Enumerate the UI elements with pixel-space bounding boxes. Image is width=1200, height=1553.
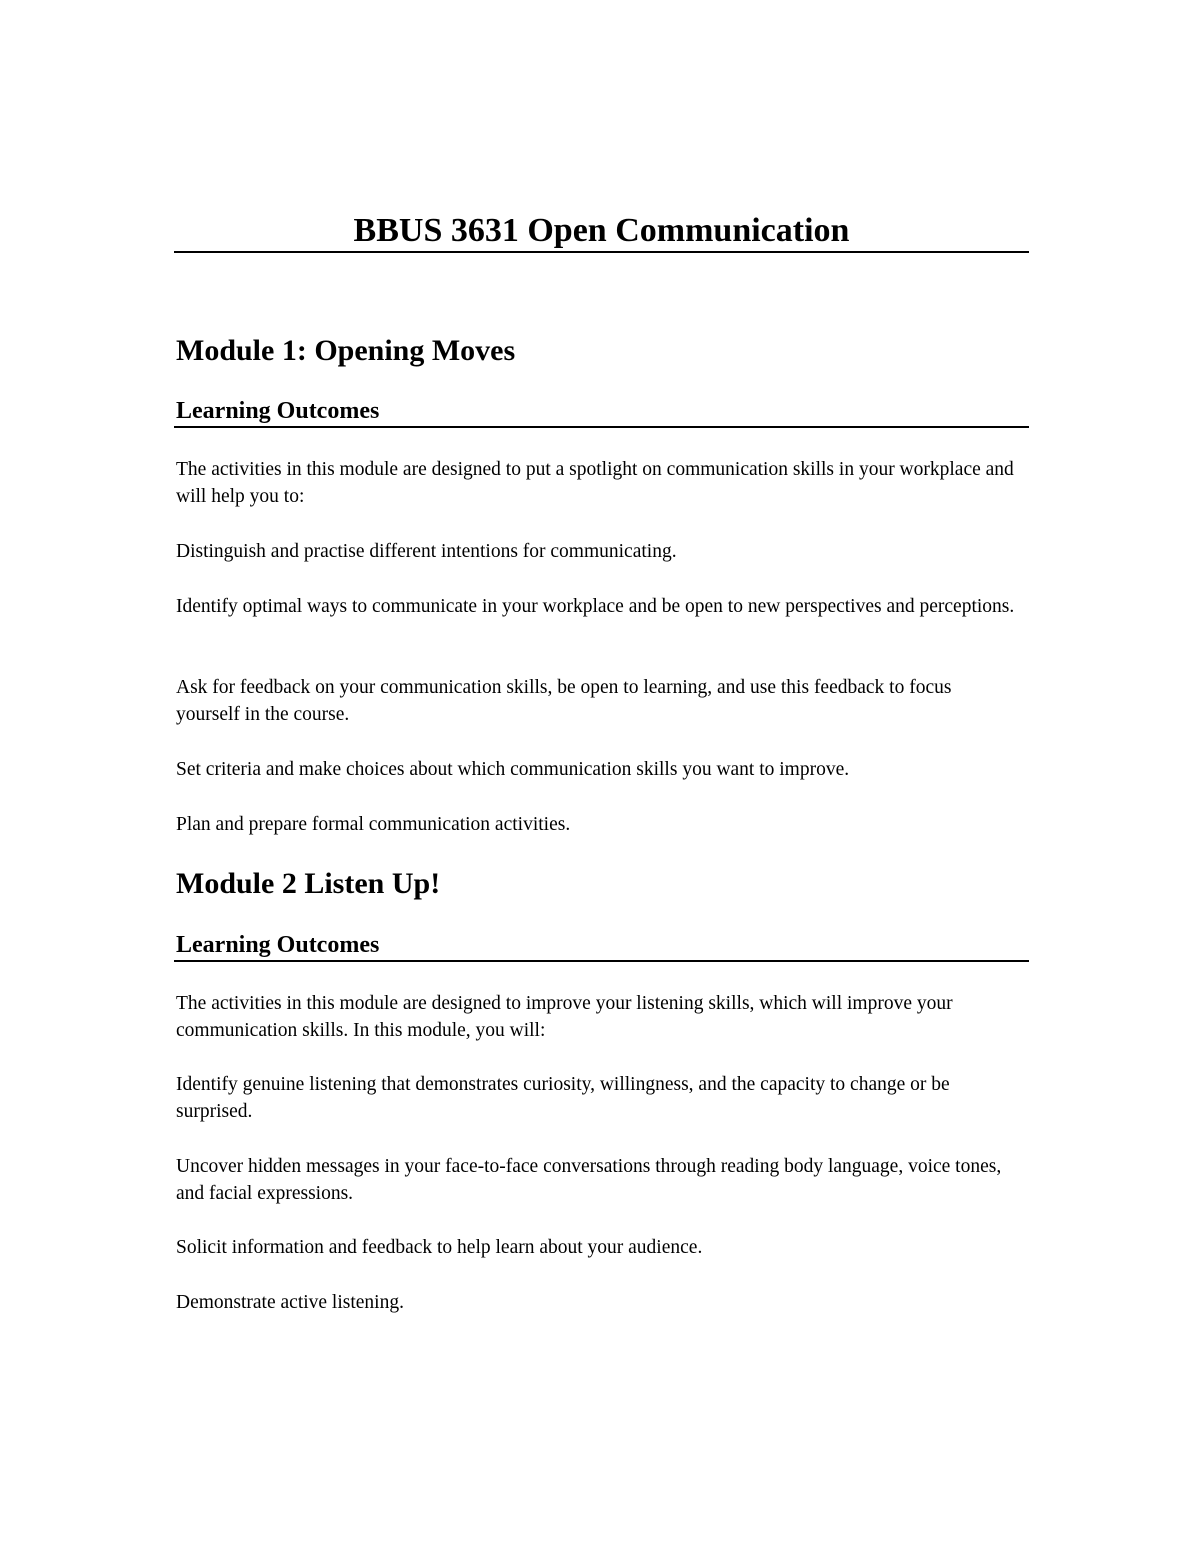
title-rule	[174, 251, 1029, 253]
module-2-outcome-2: Uncover hidden messages in your face-to-face conversations through reading body language, voice tones, and facial expressions.	[176, 1156, 1002, 1204]
document-title: BBUS 3631 Open Communication	[353, 212, 850, 249]
module-1-section-rule	[174, 426, 1029, 428]
module-1-outcome-2: Identify optimal ways to communicate in your workplace and be open to new perspectives and perceptions.	[176, 596, 1015, 617]
module-2-section-heading: Learning Outcomes	[176, 932, 380, 958]
module-1-outcome-5: Plan and prepare formal communication activities.	[176, 814, 571, 835]
module-2-heading: Module 2 Listen Up!	[176, 867, 441, 900]
module-1-outcome-3: Ask for feedback on your communication skills, be open to learning, and use this feedback to focus yourself in the course.	[176, 677, 952, 725]
module-1-outcome-4: Set criteria and make choices about which communication skills you want to improve.	[176, 759, 850, 780]
module-1-intro: The activities in this module are designed to put a spotlight on communication skills in your workplace and will help you to:	[176, 459, 1014, 507]
module-2-section-rule	[174, 960, 1029, 962]
module-2-outcome-3: Solicit information and feedback to help learn about your audience.	[176, 1237, 703, 1258]
module-2-intro: The activities in this module are designed to improve your listening skills, which will improve your communication skills. In this module, you will:	[176, 993, 953, 1041]
module-1-section-heading: Learning Outcomes	[176, 398, 380, 424]
module-1-outcome-1: Distinguish and practise different intentions for communicating.	[176, 541, 677, 562]
module-2-outcome-1: Identify genuine listening that demonstrates curiosity, willingness, and the capacity to change or be surprised.	[176, 1074, 950, 1122]
module-1-heading: Module 1: Opening Moves	[176, 334, 516, 367]
module-2-outcome-4: Demonstrate active listening.	[176, 1292, 404, 1313]
